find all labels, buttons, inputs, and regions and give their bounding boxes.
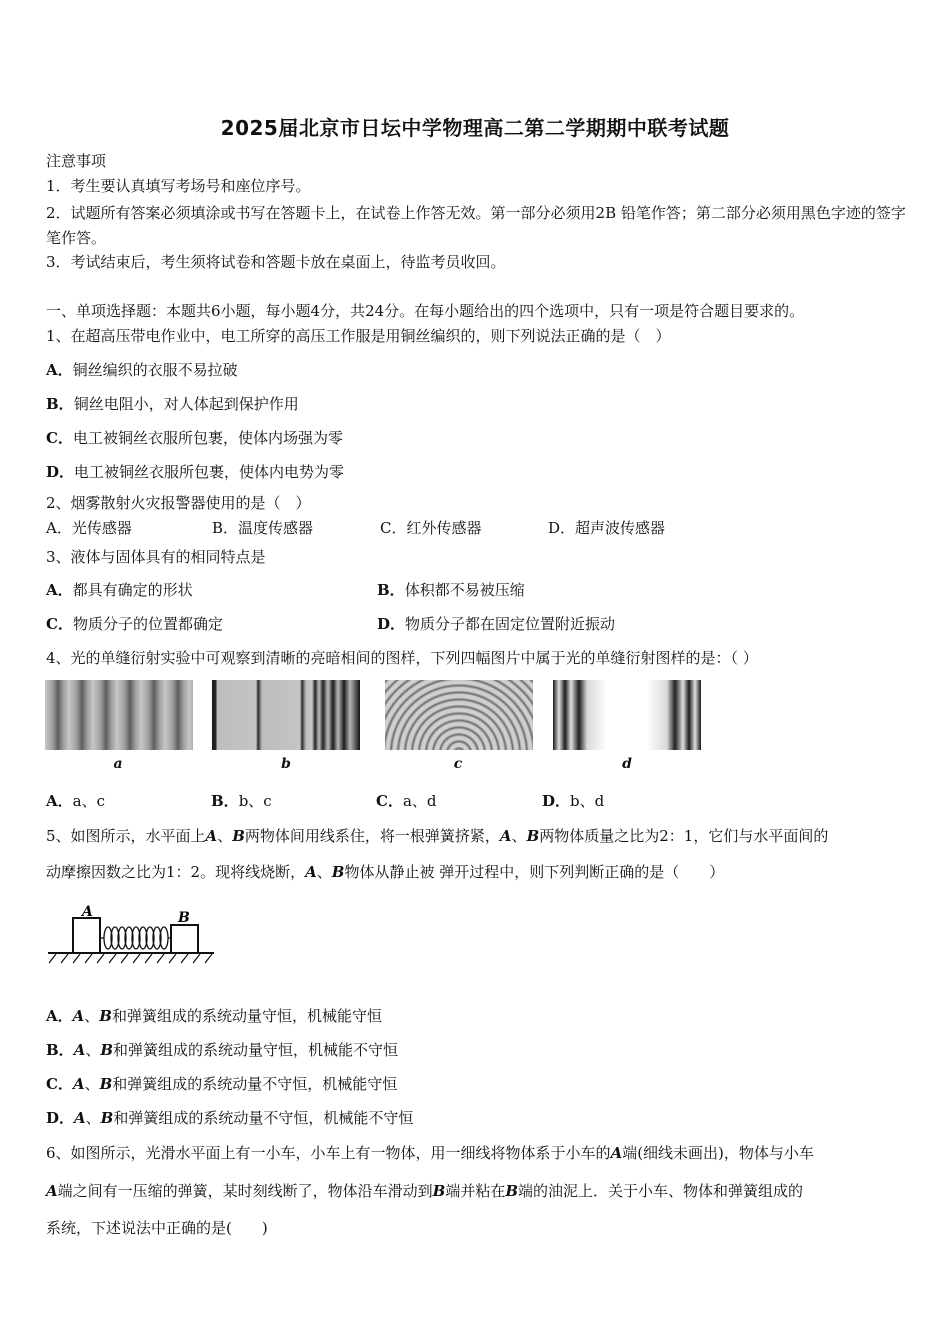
option-label: C．	[46, 1075, 73, 1093]
pattern-image-c	[385, 680, 533, 750]
option-text: 和弹簧组成的系统动量守恒，机械能不守恒	[113, 1041, 399, 1059]
q3-option-d	[377, 614, 615, 634]
option-text: 铜丝编织的衣服不易拉破	[72, 361, 238, 379]
var-b: B	[232, 827, 245, 845]
var-b: B	[331, 863, 345, 881]
option-label: A．	[46, 361, 73, 379]
q6-stem-line3: 系统，下述说法中正确的是( )	[46, 1219, 268, 1237]
text: 、	[316, 863, 332, 881]
q1-option-a	[46, 360, 238, 380]
caption-b: b	[281, 756, 291, 772]
q5-option-b	[46, 1040, 398, 1060]
option-label: C．	[46, 615, 73, 633]
q4-option-c	[376, 791, 437, 811]
q2-option-d: D．超声波传感器	[548, 519, 666, 537]
option-label: A．	[46, 581, 73, 599]
block-b	[171, 925, 198, 953]
text: 6、如图所示，光滑水平面上有一小车，小车上有一物体，用一细线将物体系于小车的	[46, 1144, 611, 1162]
q2-stem: 2、烟雾散射火灾报警器使用的是（ ）	[46, 494, 311, 512]
option-text: 物质分子都在固定位置附近振动	[405, 615, 616, 633]
text: 、	[85, 1109, 101, 1127]
q4-option-d	[542, 791, 604, 811]
option-label: B．	[46, 395, 74, 413]
var-b: B	[99, 1007, 112, 1025]
q1-option-b	[46, 394, 299, 414]
option-text: 和弹簧组成的系统动量不守恒，机械能不守恒	[113, 1109, 414, 1127]
option-text: 电工被铜丝衣服所包裹，使体内电势为零	[74, 463, 345, 481]
label-a: A	[82, 904, 93, 920]
option-label: A．	[46, 1007, 73, 1025]
option-label: D．	[542, 792, 571, 810]
option-text: 电工被铜丝衣服所包裹，使体内场强为零	[72, 429, 343, 447]
page-title: 2025届北京市日坛中学物理高二第二学期期中联考试题	[220, 116, 730, 140]
text: 、	[84, 1007, 100, 1025]
var-b: B	[100, 1041, 114, 1059]
var-b: B	[100, 1109, 114, 1127]
caption-a: a	[113, 756, 123, 772]
spring-coils	[104, 927, 168, 949]
option-label: A．	[46, 792, 73, 810]
q2-option-c: C．红外传感器	[380, 519, 482, 537]
text: 物体从静止被 弹开过程中，则下列判断正确的是（ ）	[344, 863, 725, 881]
var-a: A	[73, 1041, 86, 1059]
text: 、	[217, 827, 233, 845]
var-a: A	[205, 827, 218, 845]
text: 端(细线未画出)，物体与小车	[622, 1144, 814, 1162]
option-text: 和弹簧组成的系统动量守恒，机械能守恒	[111, 1007, 382, 1025]
q2-option-a: A．光传感器	[46, 519, 132, 537]
spring-figure	[44, 900, 219, 970]
var-b: B	[505, 1182, 519, 1200]
caption-c: c	[453, 756, 463, 772]
text: 端之间有一压缩的弹簧，某时刻线断了，物体沿车滑动到	[57, 1182, 433, 1200]
q1-option-d	[46, 462, 344, 482]
notice-item-3: 3．考试结束后，考生须将试卷和答题卡放在桌面上，待监考员收回。	[46, 253, 506, 271]
pattern-image-d	[553, 680, 701, 750]
q3-option-a	[46, 580, 193, 600]
q4-option-b	[211, 791, 272, 811]
q5-option-d	[46, 1108, 413, 1128]
option-text: 铜丝电阻小，对人体起到保护作用	[73, 395, 299, 413]
text: 、	[511, 827, 527, 845]
var-a: A	[610, 1144, 623, 1162]
q4-option-a	[46, 791, 105, 811]
option-label: C．	[46, 429, 73, 447]
option-text: 体积都不易被压缩	[404, 581, 525, 599]
text: 两物体质量之比为2：1，它们与水平面间的	[539, 827, 829, 845]
q1-option-c	[46, 428, 343, 448]
q4-stem: 4、光的单缝衍射实验中可观察到清晰的亮暗相间的图样，下列四幅图片中属于光的单缝衍射图样的是：（ ）	[46, 649, 758, 667]
q5-stem-line2	[46, 862, 724, 882]
option-text: 和弹簧组成的系统动量不守恒，机械能守恒	[112, 1075, 398, 1093]
text: 端并粘在	[445, 1182, 506, 1200]
option-label: C．	[376, 792, 403, 810]
option-label: D．	[46, 463, 75, 481]
text: 两物体间用线系住，将一根弹簧挤紧，	[244, 827, 500, 845]
var-a: A	[72, 1075, 85, 1093]
text: 动摩擦因数之比为1：2。现将线烧断，	[46, 863, 306, 881]
block-a	[73, 918, 100, 953]
q3-stem: 3、液体与固体具有的相同特点是	[46, 548, 266, 566]
var-b: B	[432, 1182, 446, 1200]
caption-d: d	[622, 756, 632, 772]
section-heading: 一、单项选择题：本题共6小题，每小题4分，共24分。在每小题给出的四个选项中，只有一项是符合题目要求的。	[46, 302, 805, 320]
option-text: b、d	[570, 792, 605, 810]
q5-option-a	[46, 1006, 382, 1026]
q6-stem-line1	[46, 1143, 814, 1163]
q2-option-b: B．温度传感器	[212, 519, 314, 537]
option-text: b、c	[238, 792, 272, 810]
q5-option-c	[46, 1074, 397, 1094]
q6-stem-line2	[46, 1181, 803, 1201]
var-a: A	[305, 863, 317, 881]
text: 、	[85, 1041, 101, 1059]
option-text: a、d	[402, 792, 437, 810]
option-text: a、c	[72, 792, 105, 810]
pattern-image-b	[212, 680, 360, 750]
var-a: A	[72, 1007, 85, 1025]
var-a: A	[499, 827, 512, 845]
label-b: B	[178, 910, 190, 926]
notice-item-1: 1．考生要认真填写考场号和座位序号。	[46, 177, 311, 195]
option-label: D．	[377, 615, 406, 633]
text: 端的油泥上．关于小车、物体和弹簧组成的	[518, 1182, 804, 1200]
q5-stem-line1	[46, 826, 828, 846]
option-label: B．	[377, 581, 405, 599]
option-label: D．	[46, 1109, 75, 1127]
var-a: A	[46, 1182, 58, 1200]
q3-option-c	[46, 614, 223, 634]
notice-item-2: 2．试题所有答案必须填涂或书写在答题卡上，在试卷上作答无效。第一部分必须用2B 铅笔作答；第二部分必须用黑色字迹的签字笔作答。	[46, 204, 906, 247]
option-text: 物质分子的位置都确定	[72, 615, 223, 633]
q1-stem: 1、在超高压带电作业中，电工所穿的高压工作服是用铜丝编织的，则下列说法正确的是（ ）	[46, 327, 671, 345]
var-a: A	[74, 1109, 86, 1127]
text: 、	[84, 1075, 100, 1093]
option-label: B．	[46, 1041, 74, 1059]
pattern-image-a	[45, 680, 193, 750]
q3-option-b	[377, 580, 525, 600]
ground-hatching	[49, 954, 212, 963]
text: 5、如图所示，水平面上	[46, 827, 206, 845]
option-label: B．	[211, 792, 239, 810]
option-text: 都具有确定的形状	[72, 581, 193, 599]
var-b: B	[99, 1075, 113, 1093]
notice-heading: 注意事项	[46, 152, 107, 170]
var-b: B	[526, 827, 540, 845]
